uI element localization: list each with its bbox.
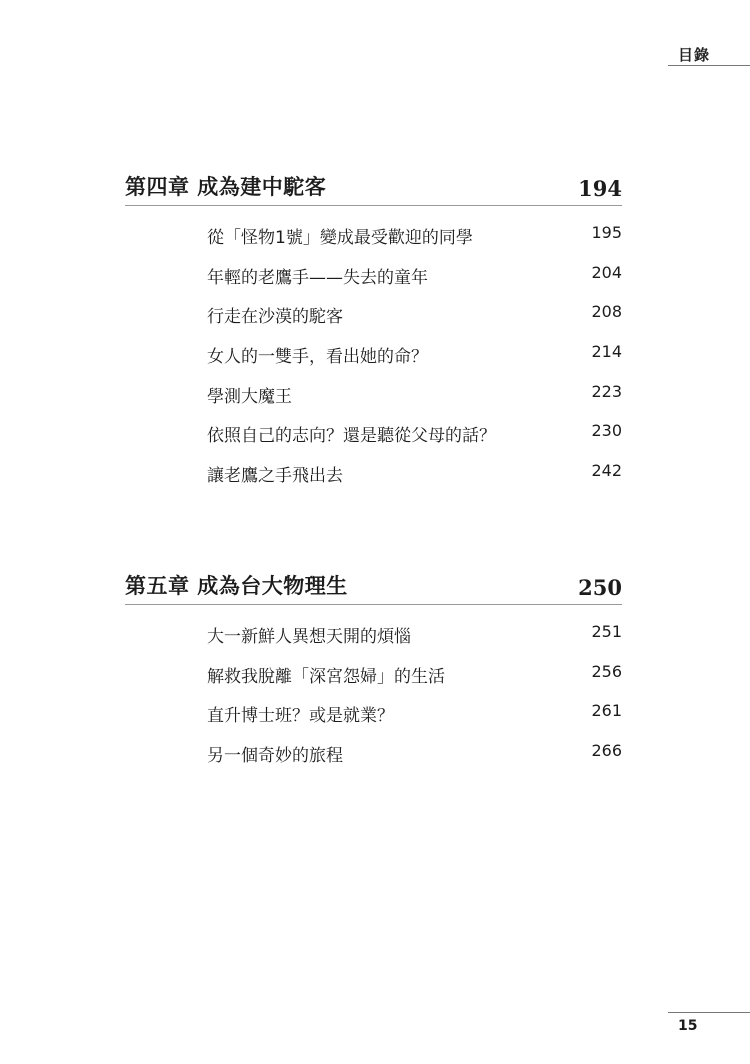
chapter-heading [125, 175, 622, 206]
toc-entry-title: 依照自己的志向？還是聽從父母的話？ [207, 426, 496, 447]
toc-entry[interactable] [207, 285, 622, 328]
toc-entry[interactable] [207, 444, 622, 487]
toc-entry-page: 223 [591, 381, 622, 401]
toc-entry-page: 195 [591, 223, 622, 242]
page-number: 15 [678, 1018, 698, 1034]
toc-entry-title: 女人的一雙手，看出她的命？ [207, 347, 428, 368]
toc-entry[interactable] [207, 365, 622, 405]
toc-entry-title: 大一新鮮人異想天開的煩惱 [207, 627, 411, 647]
toc-entry-title: 行走在沙漠的駝客 [207, 307, 343, 328]
toc-entry-page: 242 [591, 461, 622, 481]
toc-entry-page: 251 [591, 622, 622, 641]
chapter-title[interactable]: 第五章 成為台大物理生 [125, 573, 348, 598]
toc-entry-title: 另一個奇妙的旅程 [207, 746, 343, 767]
chapter-5 [125, 573, 622, 767]
toc-entry[interactable] [207, 206, 622, 246]
toc-entry-title: 從「怪物1號」變成最受歡迎的同學 [207, 228, 473, 248]
toc-entry[interactable] [207, 246, 622, 286]
toc-entry[interactable] [207, 404, 622, 447]
toc-entry[interactable] [207, 605, 622, 645]
toc-entry-page: 214 [591, 342, 622, 362]
toc-entry-page: 261 [591, 701, 622, 721]
toc-entry[interactable] [207, 724, 622, 767]
chapter-4 [125, 174, 622, 487]
running-head: 目錄 [678, 46, 711, 64]
toc-entry-title: 直升博士班？或是就業？ [207, 706, 394, 727]
toc-entry-page: 208 [591, 302, 622, 322]
chapter-heading [125, 574, 622, 605]
toc-entry-title: 年輕的老鷹手——失去的童年 [207, 267, 428, 288]
toc-entry-page: 204 [591, 262, 622, 282]
toc-entry[interactable] [207, 325, 622, 368]
toc-entry[interactable] [207, 684, 622, 727]
toc-entry-title: 解救我脫離「深宮怨婦」的生活 [207, 666, 445, 687]
toc-entry-title: 讓老鷹之手飛出去 [207, 466, 343, 487]
toc-entry-page: 266 [591, 741, 622, 761]
folio-rule [668, 1012, 750, 1013]
toc-entry[interactable] [207, 645, 622, 685]
chapter-page-number: 250 [578, 575, 622, 600]
running-head-rule [668, 65, 750, 66]
toc-entry-title: 學測大魔王 [207, 386, 292, 407]
chapter-page-number: 194 [578, 176, 622, 201]
toc-entry-page: 230 [591, 421, 622, 441]
toc-entry-page: 256 [591, 661, 622, 681]
chapter-title[interactable]: 第四章 成為建中駝客 [125, 174, 327, 199]
